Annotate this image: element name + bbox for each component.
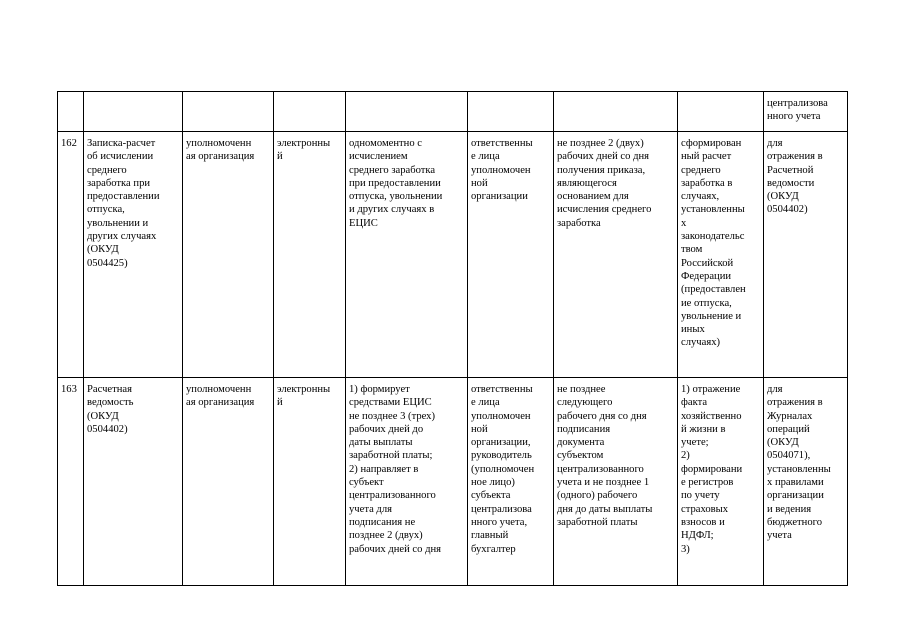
purpose-cell: для отражения в Расчетной ведомости (ОКУД 0504402) (764, 132, 848, 378)
document-name-cell: Записка-расчет об исчислении среднего заработка при предоставлении отпуска, увольнении и других случаях (ОКУД 0504425) (84, 132, 183, 378)
responsible-persons-cell: ответственны е лица уполномочен ной организации (468, 132, 554, 378)
table-cell (678, 92, 764, 132)
table-cell (183, 92, 274, 132)
header-continuation-row (58, 92, 848, 132)
table-cell (346, 92, 468, 132)
table-row (58, 378, 848, 586)
formation-timing-cell: одномоментно с исчислением среднего заработка при предоставлении отпуска, увольнении и других случаях в ЕЦИС (346, 132, 468, 378)
form-cell: электронны й (274, 132, 346, 378)
responsible-org-cell: уполномоченн ая организация (183, 132, 274, 378)
table-cell (58, 92, 84, 132)
purpose-cell: для отражения в Журналах операций (ОКУД 0504071), установленны х правилами организации и ведения бюджетного учета (764, 378, 848, 586)
result-cell: 1) отражение факта хозяйственно й жизни в учете; 2) формировани е регистров по учету страховых взносов и НДФЛ; 3) (678, 378, 764, 586)
responsible-org-cell: уполномоченн ая организация (183, 378, 274, 586)
deadline-cell: не позднее 2 (двух) рабочих дней со дня получения приказа, являющегося основанием для исчисления среднего заработка (554, 132, 678, 378)
responsible-persons-cell: ответственны е лица уполномочен ной организации, руководитель (уполномочен ное лицо) субъекта централизова нного учета, главный бухгалтер (468, 378, 554, 586)
document-table (57, 91, 848, 586)
form-cell: электронны й (274, 378, 346, 586)
formation-timing-cell: 1) формирует средствами ЕЦИС не позднее 3 (трех) рабочих дней до даты выплаты заработной платы; 2) направляет в субъект централизованного учета для подписания не позднее 2 (двух) рабочих дней со дня (346, 378, 468, 586)
table-row (58, 132, 848, 378)
deadline-cell: не позднее следующего рабочего дня со дня подписания документа субъектом централизованного учета и не позднее 1 (одного) рабочего дня до даты выплаты заработной платы (554, 378, 678, 586)
table-cell (84, 92, 183, 132)
table-cell: централизова нного учета (764, 92, 848, 132)
row-number: 163 (58, 378, 84, 586)
table-cell (468, 92, 554, 132)
table-cell (274, 92, 346, 132)
document-name-cell: Расчетная ведомость (ОКУД 0504402) (84, 378, 183, 586)
row-number: 162 (58, 132, 84, 378)
result-cell: сформирован ный расчет среднего заработка в случаях, установленны х законодательс твом Российской Федерации (предоставлен ие отпуска, увольнение и иных случаях) (678, 132, 764, 378)
table-cell (554, 92, 678, 132)
